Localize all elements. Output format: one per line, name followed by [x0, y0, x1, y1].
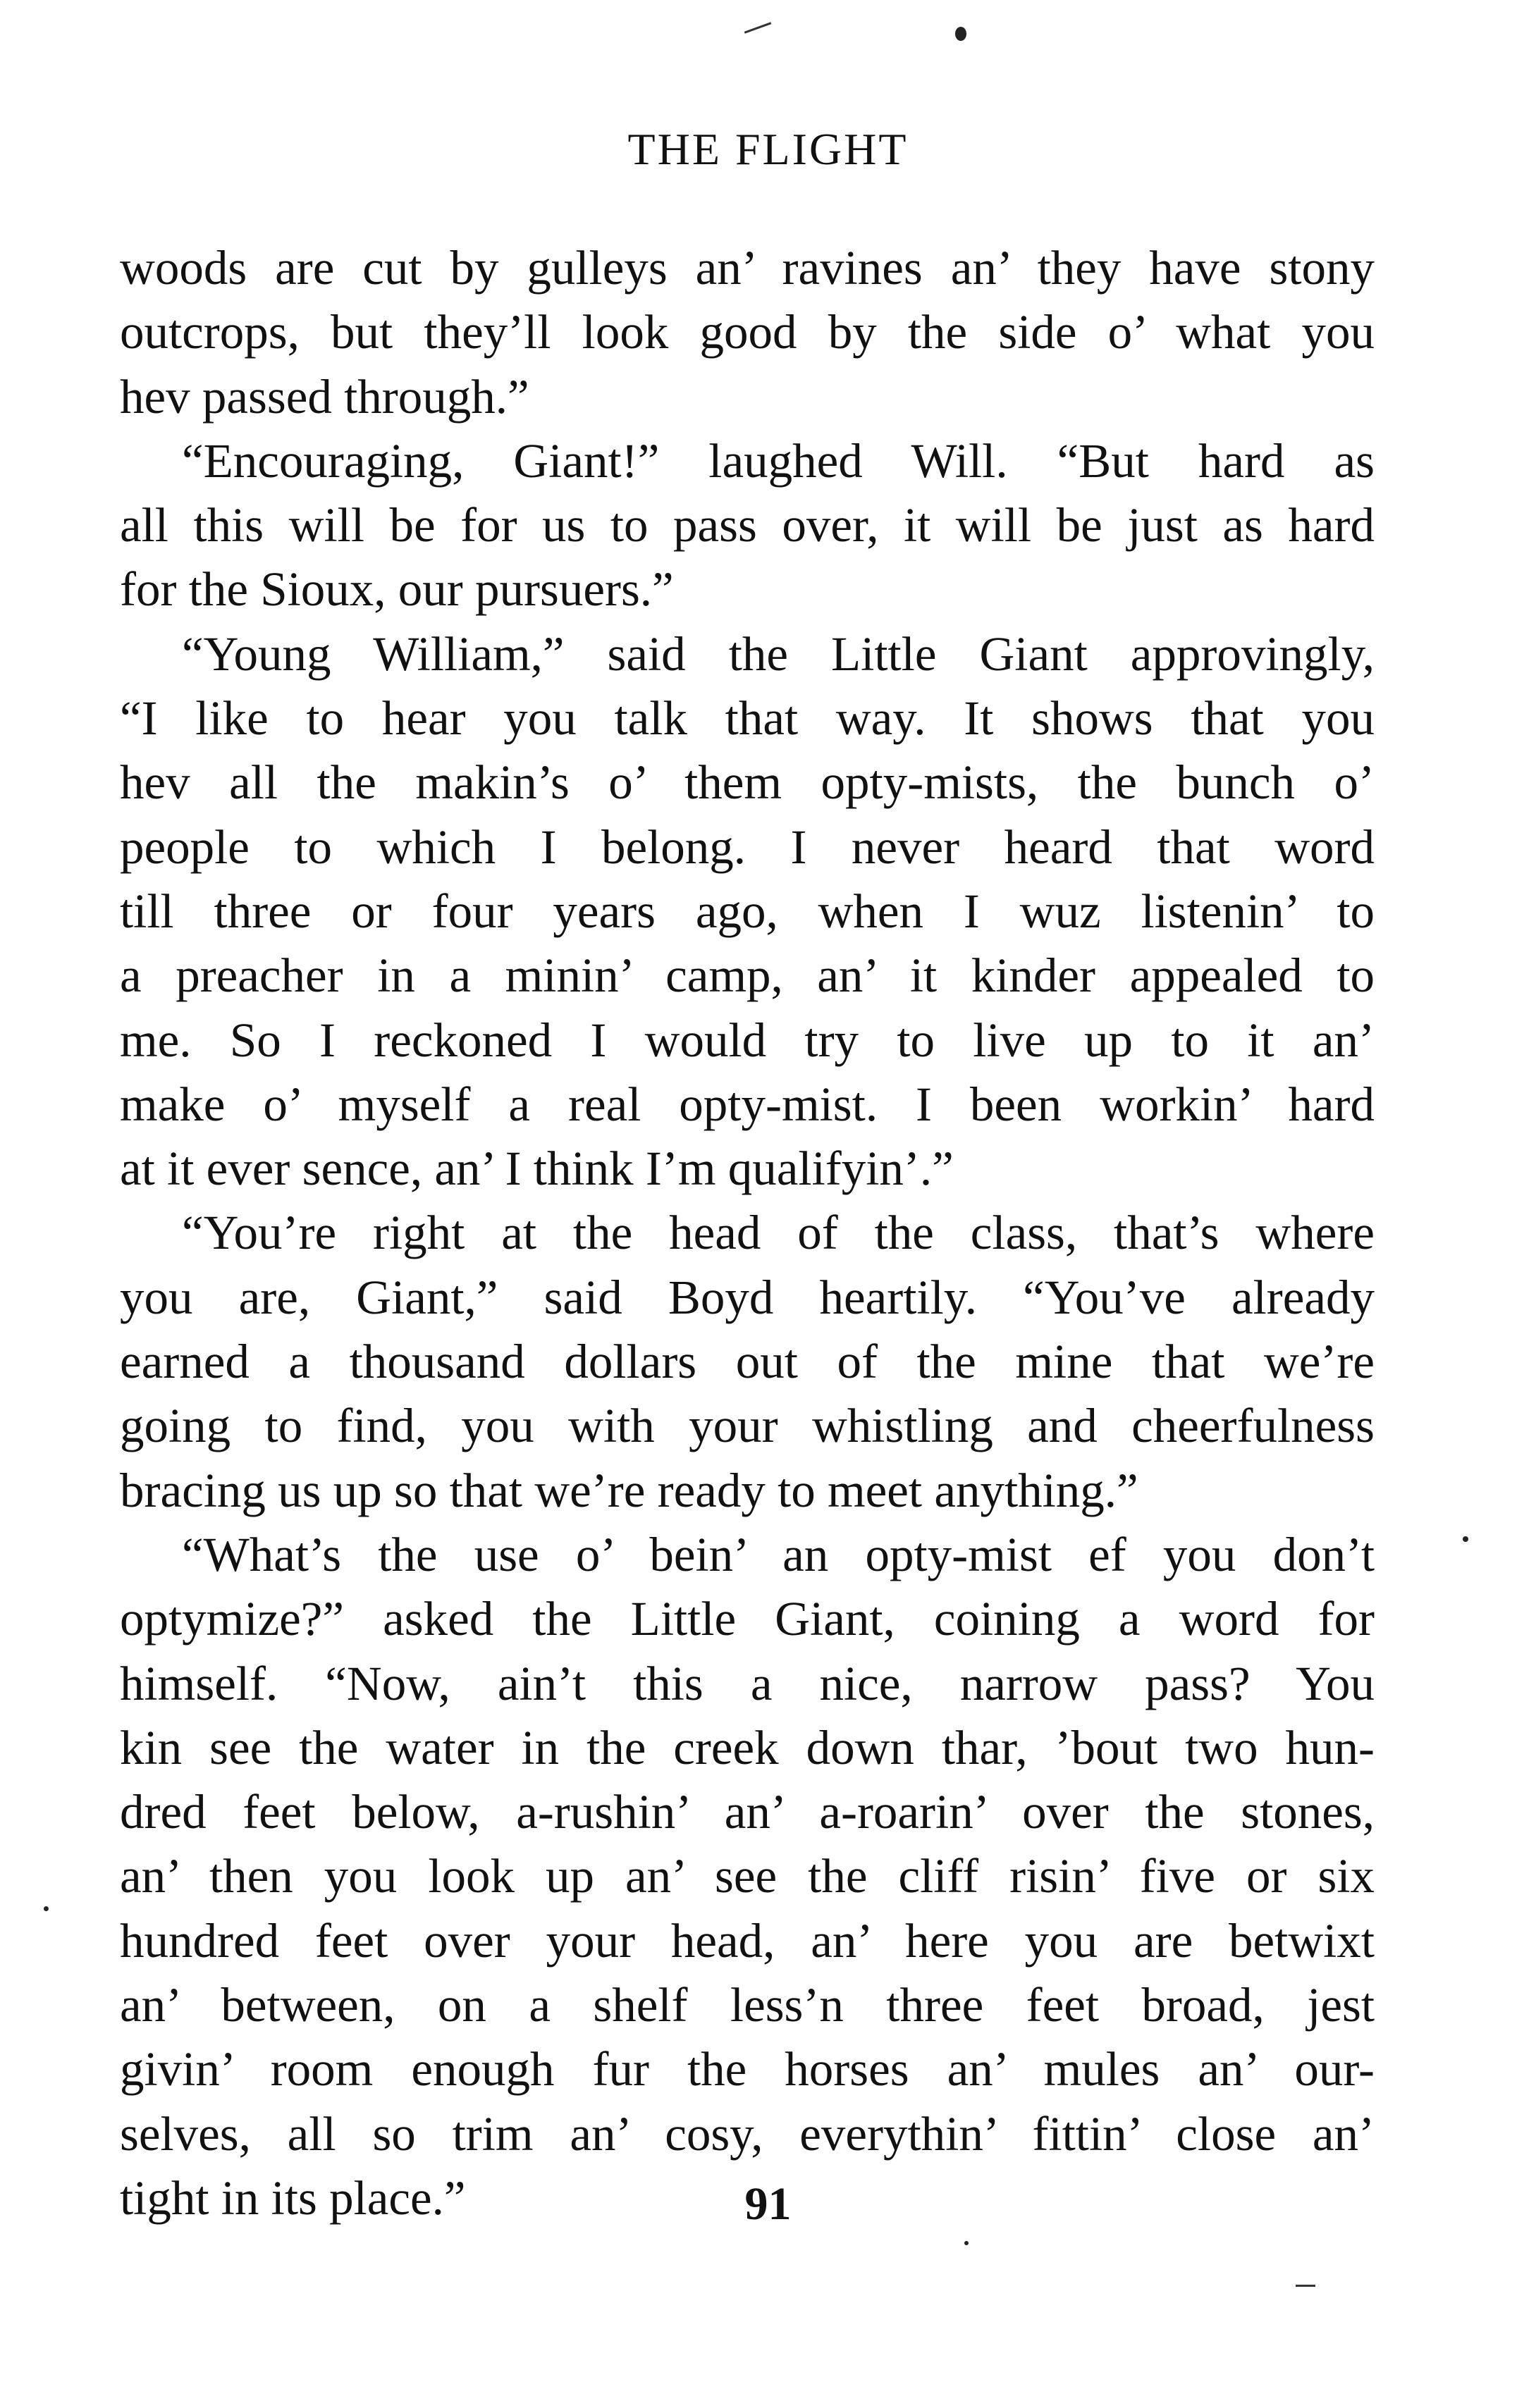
text-line: dred feet below, a-rushin’ an’ a-roarin’ over the stones,	[120, 1785, 1375, 1839]
ink-speck	[964, 2241, 969, 2245]
text-line: tight in its place.”	[120, 2171, 466, 2225]
text-line: hev passed through.”	[120, 369, 529, 424]
text-line: me. So I reckoned I would try to live up to it an’	[120, 1013, 1375, 1067]
body-text	[120, 236, 1375, 2230]
text-line: kin see the water in the creek down thar, ’bout two hun-	[120, 1720, 1375, 1774]
ink-speck	[44, 1906, 49, 1911]
text-line: till three or four years ago, when I wuz listenin’ to	[120, 884, 1375, 938]
text-line: givin’ room enough fur the horses an’ mules an’ our-	[120, 2042, 1375, 2097]
text-line: himself. “Now, ain’t this a nice, narrow pass? You	[120, 1656, 1375, 1710]
text-line: “What’s the use o’ bein’ an opty-mist ef you don’t	[182, 1527, 1375, 1581]
text-line: woods are cut by gulleys an’ ravines an’ they have stony	[120, 241, 1375, 295]
text-line: hundred feet over your head, an’ here you are betwixt	[120, 1913, 1375, 1968]
paragraph	[120, 622, 1375, 1202]
text-line: “Young William,” said the Little Giant approvingly,	[182, 626, 1375, 681]
text-line: at it ever sence, an’ I think I’m qualifyin’.”	[120, 1142, 954, 1196]
text-line: “Encouraging, Giant!” laughed Will. “But hard as	[182, 433, 1375, 488]
ink-speck	[955, 27, 966, 41]
text-line: you are, Giant,” said Boyd heartily. “You’ve already	[120, 1270, 1375, 1324]
text-line: people to which I belong. I never heard that word	[120, 820, 1375, 874]
text-line: a preacher in a minin’ camp, an’ it kinder appealed to	[120, 949, 1375, 1003]
text-line: an’ between, on a shelf less’n three feet broad, jest	[120, 1978, 1375, 2032]
paragraph	[120, 429, 1375, 622]
scan-mark	[744, 22, 772, 33]
paragraph	[120, 1201, 1375, 1522]
paragraph	[120, 236, 1375, 429]
text-line: “You’re right at the head of the class, that’s where	[182, 1206, 1375, 1260]
text-line: bracing us up so that we’re ready to meet anything.”	[120, 1463, 1138, 1517]
text-line: make o’ myself a real opty-mist. I been workin’ hard	[120, 1077, 1375, 1131]
text-line: hev all the makin’s o’ them opty-mists, the bunch o’	[120, 755, 1375, 810]
text-line: for the Sioux, our pursuers.”	[120, 562, 674, 617]
text-line: an’ then you look up an’ see the cliff risin’ five or six	[120, 1849, 1375, 1903]
text-line: going to find, you with your whistling and cheerfulness	[120, 1399, 1375, 1453]
ink-speck	[1463, 1536, 1468, 1542]
paragraph	[120, 1523, 1375, 2230]
text-line: optymize?” asked the Little Giant, coining a word for	[120, 1592, 1375, 1646]
page-number: 91	[744, 2178, 792, 2230]
text-line: “I like to hear you talk that way. It shows that you	[120, 691, 1375, 746]
text-line: all this will be for us to pass over, it will be just as hard	[120, 498, 1375, 552]
text-line: outcrops, but they’ll look good by the side o’ what you	[120, 305, 1375, 359]
scan-mark	[1296, 2285, 1315, 2287]
text-line: earned a thousand dollars out of the mine that we’re	[120, 1335, 1375, 1389]
text-line: selves, all so trim an’ cosy, everythin’ fittin’ close an’	[120, 2106, 1375, 2161]
running-title: THE FLIGHT	[627, 124, 909, 174]
